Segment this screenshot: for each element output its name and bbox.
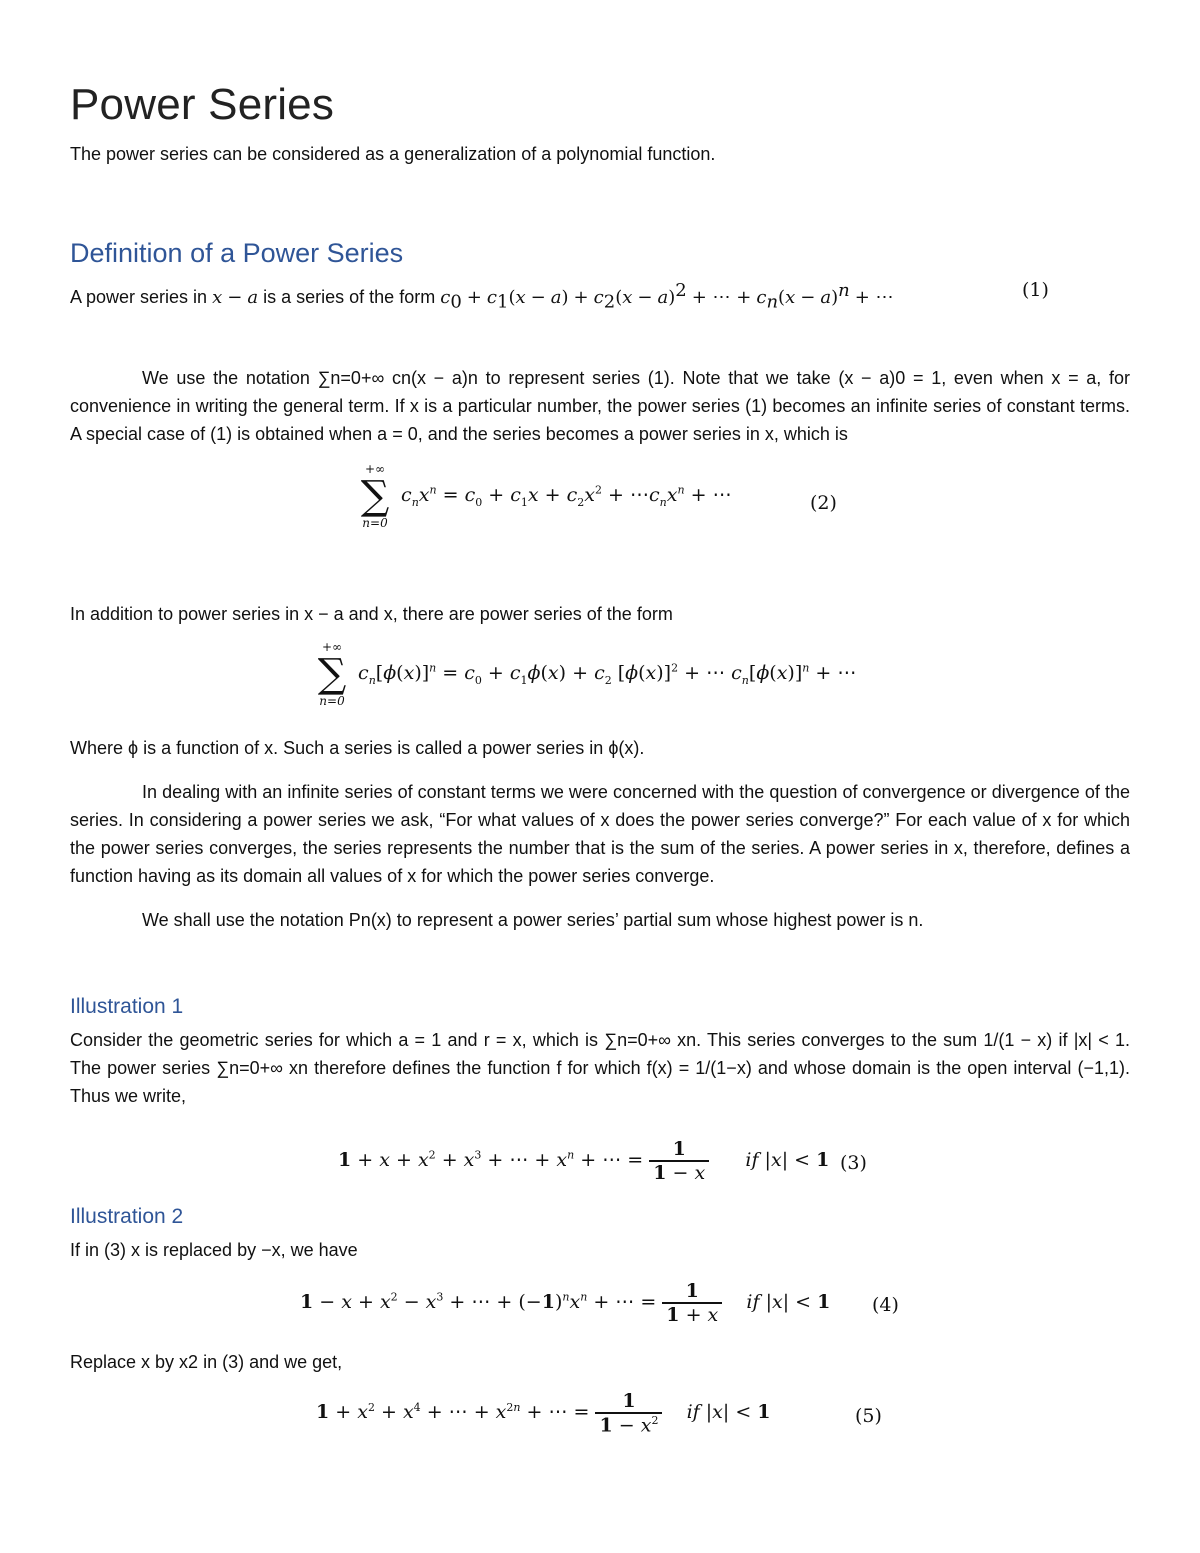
definition-heading: Definition of a Power Series (70, 238, 404, 268)
illustration-1-heading: Illustration 1 (70, 995, 184, 1018)
illustration-2-paragraph-1: If in (3) x is replaced by −x, we have (70, 1240, 358, 1260)
convergence-paragraph: In dealing with an infinite series of constant terms we were concerned with the question of convergence or divergence of the series. In considering a power series we ask, “For what values of x does the power series converge?” For each value of x for which the power series converges, the series represents the number that is the sum of the series. A power series in x, therefore, defines a function having as its domain all values of x for which the power series converge. (70, 782, 1130, 886)
notation-paragraph: We use the notation ∑n=0+∞ cn(x − a)n to represent series (1). Note that we take (x − a)0 = 1, even when x = a, for convenience in writing the general term. If x is a particular number, the power series (1) becomes an infinite series of constant terms. A special case of (1) is obtained when a = 0, and the series becomes a power series in x, which is (70, 368, 1130, 444)
illustration-2-paragraph-2: Replace x by x2 in (3) and we get, (70, 1352, 343, 1372)
partial-sum-paragraph: We shall use the notation Pn(x) to represent a power series’ partial sum whose highest power is n. (142, 910, 924, 930)
equation-1-number: (1) (1022, 279, 1049, 301)
definition-line-mid: is a series of the form (263, 287, 436, 307)
equation-2: +∞ ∑ n=0 $c_nx^n = c_0 + c_1x + c_2x^2$ + $\cdots c_nx^n$ + ⋯ (360, 462, 732, 530)
illustration-2-heading: Illustration 2 (70, 1205, 184, 1228)
equation-phi: +∞ ∑ n=0 $c_n[\phi(x)]^n = c_0 + c_1\phi(x) + c_2$ $[\phi(x)]^2$ + ⋯ $c_n[\phi(x)]^n$ + ⋯ (317, 640, 857, 708)
equation-4-number: (4) (872, 1294, 899, 1316)
equation-2-number: (2) (810, 492, 837, 514)
equation-3-number: (3) (840, 1152, 867, 1174)
equation-4: $1 - x + x^2 - x^3$ + ⋯ + $(-1)^nx^n$ + ⋯ = $\frac{1}{1 + x}$ if |x| < 1 (300, 1280, 831, 1326)
equation-3: $1 + x + x^2 + x^3$ + ⋯ + $x^n$ + ⋯ = $\frac{1}{1 - x}$ if |x| < 1 (338, 1138, 830, 1184)
illustration-1-paragraph: Consider the geometric series for which a = 1 and r = x, which is ∑n=0+∞ xn. This series converges to the sum 1/(1 − x) if |x| < 1. The power series ∑n=0+∞ xn therefore defines the function f for which f(x) = 1/(1−x) and whose domain is the open interval (−1,1). Thus we write, (70, 1030, 1130, 1106)
phi-definition-text: Where ϕ is a function of x. Such a series is called a power series in ϕ(x). (70, 738, 645, 758)
other-forms-paragraph: In addition to power series in x − a and x, there are power series of the form (70, 604, 673, 624)
equation-5-number: (5) (855, 1405, 882, 1427)
definition-line: A power series in x − a is a series of the form $c_0 + c_1(x - a) + c_2(x - a)^2$ + ⋯ + $c_n(x - a)^n$ + ⋯ (70, 280, 894, 313)
intro-text: The power series can be considered as a generalization of a polynomial function. (70, 144, 716, 164)
equation-5: $1 + x^2 + x^4$ + ⋯ + $x^{2n}$ + ⋯ = $\frac{1}{1 - x^2}$ if |x| < 1 (316, 1390, 771, 1437)
page-title: Power Series (70, 80, 335, 129)
definition-line-text: A power series in (70, 287, 208, 307)
